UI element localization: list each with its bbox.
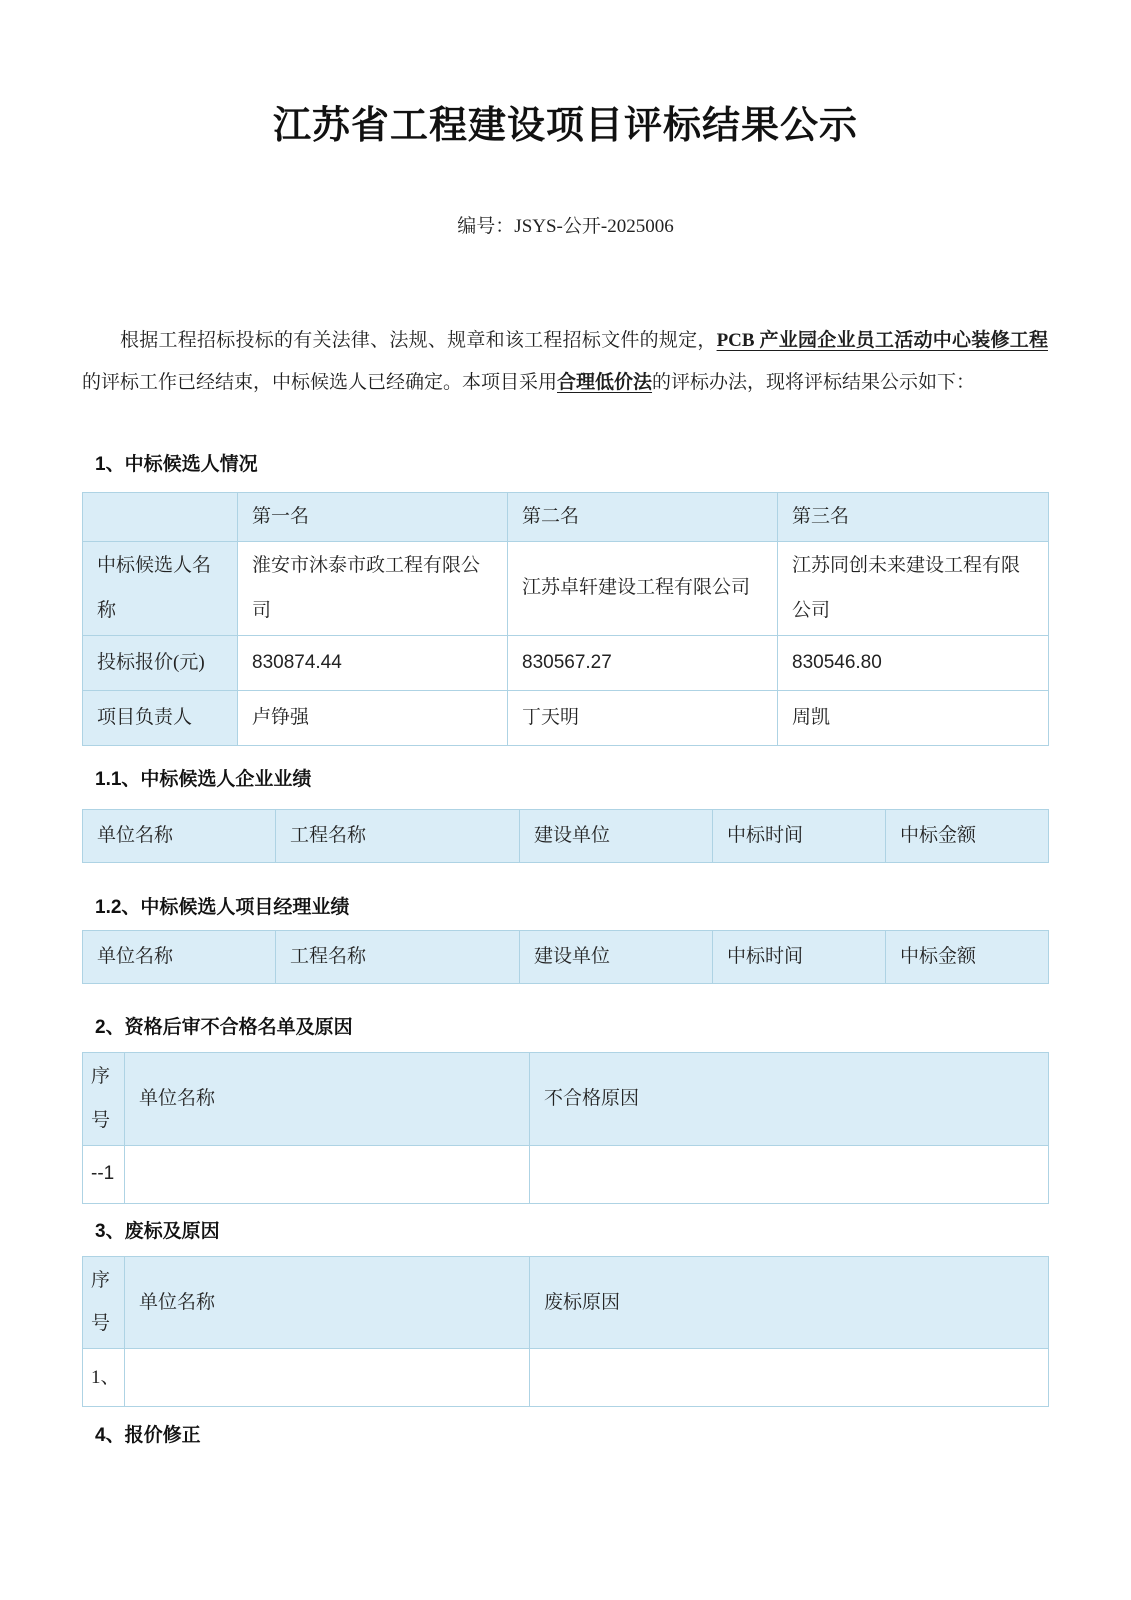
candidate-name-cell: 江苏同创未来建设工程有限公司 [778, 542, 1049, 636]
manager-performance-table [82, 930, 1049, 984]
doc-number: 编号：JSYS-公开-2025006 [457, 216, 674, 237]
disqualified-table [82, 1052, 1049, 1203]
table-header-cell-rank1: 第一名 [238, 493, 508, 542]
unit-name-cell [125, 1145, 530, 1203]
page-title: 江苏省工程建设项目评标结果公示 [272, 105, 858, 147]
bid-price-cell: 830546.80 [778, 636, 1049, 691]
table-header-cell: 中标金额 [886, 931, 1049, 984]
table-header-cell: 单位名称 [83, 931, 276, 984]
enterprise-performance-header-row [83, 810, 1049, 863]
table-header-cell: 单位名称 [125, 1256, 530, 1348]
table-header-cell: 建设单位 [520, 931, 713, 984]
row-label-cell: 中标候选人名称 [83, 542, 238, 636]
table-header-cell-blank [83, 493, 238, 542]
section-1-heading: 1、中标候选人情况 [95, 454, 258, 475]
row-label-cell: 项目负责人 [83, 691, 238, 746]
bid-price-cell: 830874.44 [238, 636, 508, 691]
table-header-cell: 工程名称 [276, 931, 520, 984]
manager-performance-header-row [83, 931, 1049, 984]
table-header-cell: 建设单位 [520, 810, 713, 863]
disqualified-table-header-row [83, 1053, 1049, 1145]
intro-middle-text: 的评标工作已经结束，中标候选人已经确定。本项目采用 [82, 372, 558, 393]
table-header-cell-seq: 序号 [83, 1256, 125, 1348]
seq-cell: --1 [83, 1145, 125, 1203]
bid-price-row [83, 636, 1049, 691]
candidate-name-cell: 淮安市沐泰市政工程有限公司 [238, 542, 508, 636]
table-header-cell-rank3: 第三名 [778, 493, 1049, 542]
table-header-cell: 中标时间 [713, 810, 886, 863]
candidate-name-row [83, 542, 1049, 636]
row-label-cell: 投标报价(元) [83, 636, 238, 691]
bid-price-cell: 830567.27 [508, 636, 778, 691]
section-1-2-heading: 1.2、中标候选人项目经理业绩 [95, 897, 350, 919]
intro-tail-text: 的评标办法，现将评标结果公示如下： [652, 372, 976, 393]
rejected-bids-table-header-row [83, 1256, 1049, 1348]
table-header-cell: 不合格原因 [530, 1053, 1049, 1145]
table-header-cell: 单位名称 [125, 1053, 530, 1145]
project-manager-row [83, 691, 1049, 746]
table-header-cell: 废标原因 [530, 1256, 1049, 1348]
enterprise-performance-table [82, 809, 1049, 863]
section-4-heading: 4、报价修正 [95, 1425, 201, 1447]
table-header-cell: 中标金额 [886, 810, 1049, 863]
evaluation-method-emphasis: 合理低价法 [557, 372, 653, 393]
project-name-emphasis: PCB 产业园企业员工活动中心装修工程 [716, 330, 1048, 351]
section-3-heading: 3、废标及原因 [95, 1220, 220, 1242]
project-manager-cell: 周凯 [778, 691, 1049, 746]
unit-name-cell [125, 1349, 530, 1407]
section-2-heading: 2、资格后审不合格名单及原因 [95, 1017, 353, 1039]
candidates-table [82, 492, 1049, 746]
table-header-cell-rank2: 第二名 [508, 493, 778, 542]
table-header-cell: 中标时间 [713, 931, 886, 984]
table-header-cell-seq: 序号 [83, 1053, 125, 1145]
section-1-1-heading: 1.1、中标候选人企业业绩 [95, 769, 312, 791]
intro-lead-text: 根据工程招标投标的有关法律、法规、规章和该工程招标文件的规定， [120, 330, 717, 351]
reason-cell [530, 1349, 1049, 1407]
project-manager-cell: 卢铮强 [238, 691, 508, 746]
intro-paragraph [82, 320, 1048, 404]
reason-cell [530, 1145, 1049, 1203]
seq-cell: 1、 [83, 1349, 125, 1407]
candidates-table-header-row [83, 493, 1049, 542]
table-header-cell: 单位名称 [83, 810, 276, 863]
project-manager-cell: 丁天明 [508, 691, 778, 746]
disqualified-table-row [83, 1145, 1049, 1203]
rejected-bids-table-row [83, 1349, 1049, 1407]
rejected-bids-table [82, 1256, 1049, 1407]
table-header-cell: 工程名称 [276, 810, 520, 863]
candidate-name-cell: 江苏卓轩建设工程有限公司 [508, 542, 778, 636]
